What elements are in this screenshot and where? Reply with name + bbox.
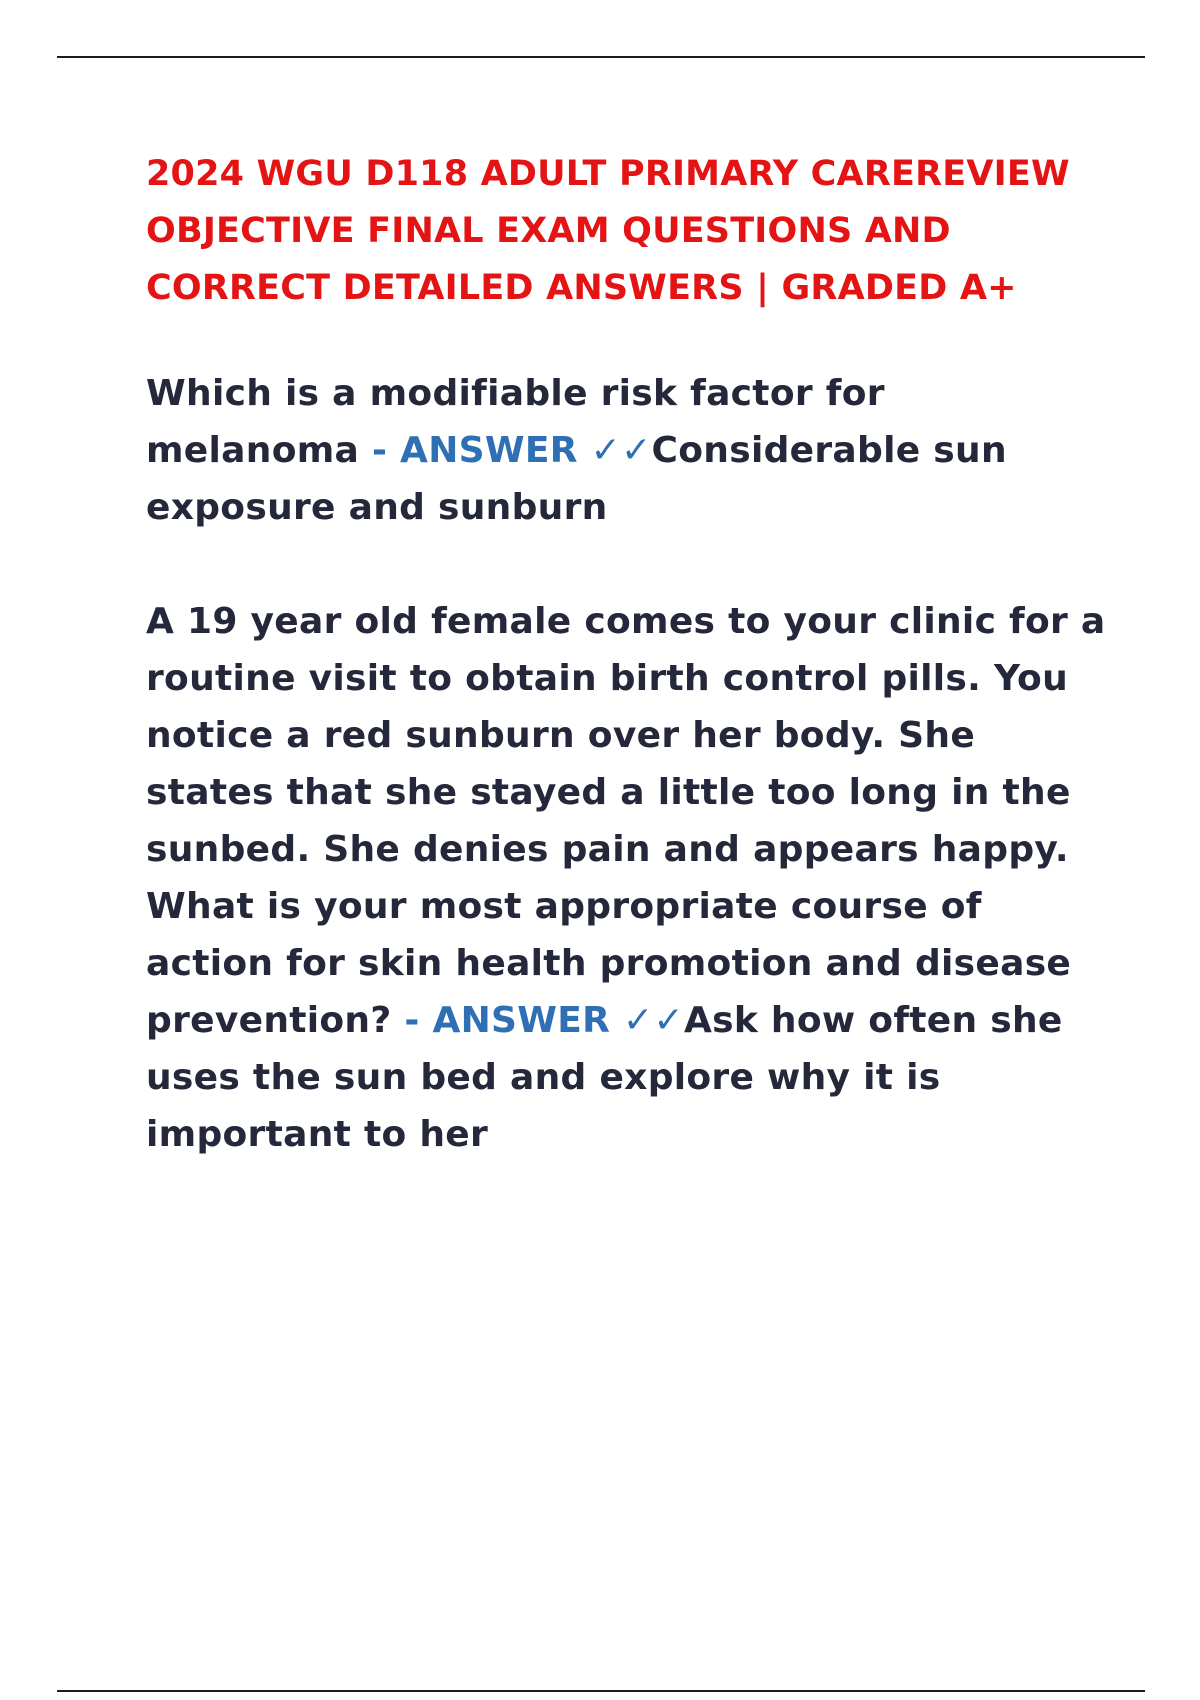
answer-marker: - ANSWER ✓✓ [371,430,652,471]
answer-text: Ask how often she uses the sun bed and explore why it is important to her [146,1000,1063,1155]
document-body [146,146,1106,1220]
bottom-rule [57,1690,1145,1692]
question-text: Which is a modifiable risk factor for melanoma [146,373,885,471]
answer-text: Considerable sun exposure and sunburn [146,430,1007,528]
top-rule [57,56,1145,58]
question-text: A 19 year old female comes to your clinic for a routine visit to obtain birth control pills. You notice a red sunburn over her body. She states that she stayed a little too long in the sunbed. She denies pain and appears happy. What is your most appropriate course of action for skin health promotion and disease prevention? [146,601,1106,1041]
document-title: 2024 WGU D118 ADULT PRIMARY CAREREVIEW OBJECTIVE FINAL EXAM QUESTIONS AND CORRECT DETAILED ANSWERS | GRADED A+ [146,154,1070,308]
qa-item-2 [146,593,1106,1163]
answer-marker: - ANSWER ✓✓ [404,1000,684,1041]
qa-item-1 [146,365,1106,536]
